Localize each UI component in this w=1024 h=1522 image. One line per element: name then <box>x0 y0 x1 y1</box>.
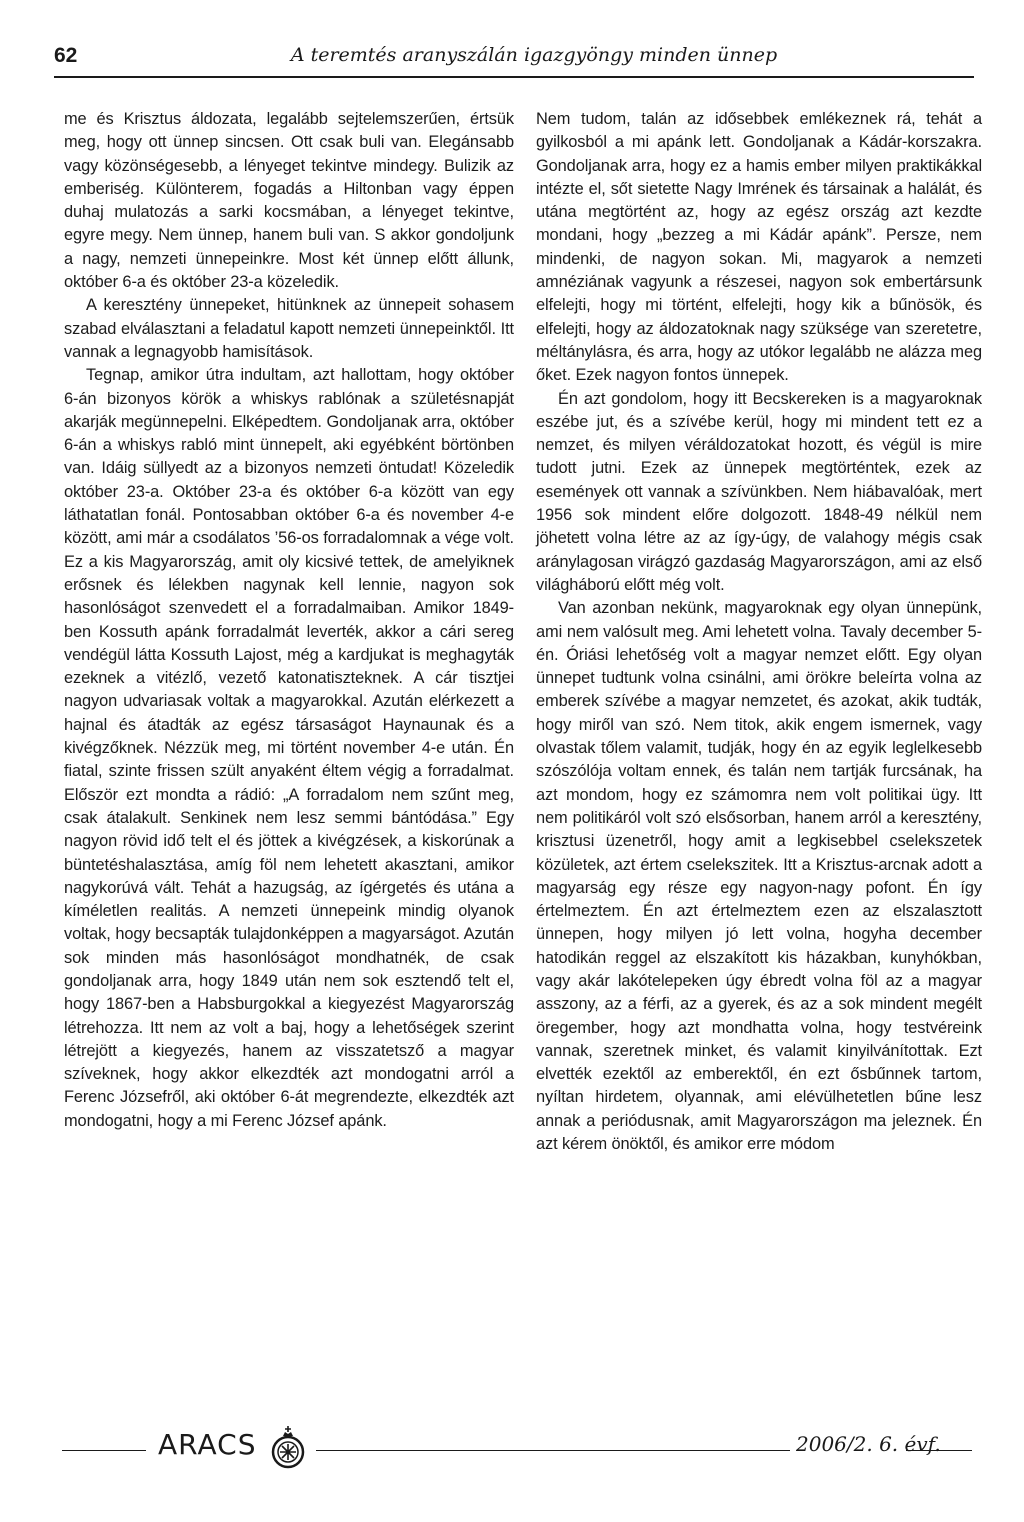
footer-rule <box>316 1450 790 1451</box>
paragraph: Van azonban nekünk, magyaroknak egy olyan ünnepünk, ami nem valósult meg. Ami lehetett volna. Tavaly december 5-én. Óriási lehetőség volt a magyar nemzet előtt. Egy olyan ünnepet tudtunk volna csinálni, ami örökre beleírta volna az emberek szívébe a magyar nemzetet, és azokat, akik tudták, hogy miről van szó. Nem titok, akik engem ismernek, vagy olvastak tőlem valamit, tudják, hogy én az egyik leglelkesebb szószólója voltam ennek, és talán nem tartják furcsának, ha azt mondom, hogy ez számomra nem volt politikai ügy. Itt nem politikáról volt szó elsősorban, hanem arról a keresztény, krisztusi üzenetről, hogy amit a legkisebbel cselekszetek közületek, azt értem cselekszitek. Itt a Krisztus-arcnak adott a magyarság egy része egy nagyon-nagy pofont. Én így értelmeztem. Én azt értelmeztem ezen az elszalasztott ünnepen, hogy milyen jó lett volna, hogyha december hatodikán reggel az elszakított kis házakban, kunyhókban, vagy akár lakótelepeken úgy ébredt volna föl az a magyar asszony, az a férfi, az a gyerek, és az a sok mindent megélt öregember, hogy azt mondhatta volna, hogy testvéreink vannak, szeretnek minket, és valamit kinyilvánítottak. Ezt elvették ezektől az emberektől, én ezt ősbűnnek tartom, nyíltan hirdetem, olyannak, ami elévülhetetlen bűne lesz annak a periódusnak, amit Magyarországon ma jeleznek. Én azt kérem önöktől, és amikor erre módom <box>536 599 982 1154</box>
page-header <box>54 44 974 84</box>
footer-rule <box>906 1450 972 1451</box>
page-footer <box>54 1422 974 1478</box>
right-column <box>536 108 982 1156</box>
article-body <box>64 108 982 1390</box>
page-number: 62 <box>54 44 78 67</box>
running-title: A teremtés aranyszálán igazgyöngy minden ünnep <box>290 44 778 66</box>
header-rule <box>54 76 974 78</box>
footer-rule <box>62 1450 146 1451</box>
paragraph: Én azt gondolom, hogy itt Becskereken is a magyaroknak eszébe jut, és a szívébe kerül, hogy mi mindent tett ez a nemzet, és milyen véráldozatokat hozott, és végül is mire tudott jutni. Ezek az ünnepek megtörténtek, ezek az események ott vannak a szívünkben. Nem hiábavalóak, mert 1956 sok mindent előre dolgozott. 1848-49 nélkül nem jöhetett volna létre az az így-úgy, de valahogy mégis csak aránylagosan virágzó gazdaság Magyarországon, ami az első világháború előtt még volt. <box>536 389 982 594</box>
issue-label: 2006/2. 6. évf. <box>796 1432 941 1456</box>
magazine-logo: ARACS <box>158 1428 257 1461</box>
paragraph: A keresztény ünnepeket, hitünknek az ünnepeit sohasem szabad elválasztani a feladatul kapott nemzeti ünnepeinktől. Itt vannak a legnagyobb hamisítások. <box>64 296 514 361</box>
paragraph: Tegnap, amikor útra indultam, azt hallottam, hogy október 6-án bizonyos körök a whiskys rablónak a születésnapját akarják megünnepelni. Elképedtem. Gondoljanak arra, október 6-án a whiskys rabló mint ünnepelt, aki egyébként börtönben van. Idáig süllyedt az a bizonyos nemzeti öntudat! Közeledik október 23-a. Október 23-a és október 6-a között van egy láthatatlan fonál. Pontosabban október 6-a és november 4-e között, ami már a csodálatos ’56-os forradalomnak a vége volt. Ez a kis Magyarország, amit oly kicsivé tettek, de amelyiknek erősnek és lélekben nagynak kell lennie, nagyon sok hasonlóságot szenvedett el a forradalmaiban. Amikor 1849-ben Kossuth apánk forradalmát leverték, akkor a cári sereg vendégül látta Kossuth Lajost, még a kardjukat is meghagyták ezeknek a vitézlő, vezető katonatiszteknek. A cár tisztjei nagyon udvariasak voltak a magyarokkal. Azután elérkezett a hajnal és átadták az egész társaságot Haynaunak és a kivégzőknek. Nézzük meg, mi történt november 4-e után. Én fiatal, szinte frissen szült anyaként éltem végig a forradalmat. Először ezt mondta a rádió: „A forradalom nem szűnt meg, csak átalakult. Senkinek nem lesz semmi bántódása.” Egy nagyon rövid idő telt el és jöttek a kivégzések, a kiskorúnak a büntetéshalasztása, amíg föl nem lehetett akasztani, amikor nagykorúvá vált. Tehát a hazugság, az ígérgetés és utána a kíméletlen realitás. A nemzeti ünnepeink mindig olyanok voltak, hogy becsapták tulajdonképpen a magyarságot. Azután sok minden más hasonlóságot mondhatnék, de csak gondoljanak arra, hogy 1849 után nem sok esztendő telt el, hogy 1867-ben a Habsburgokkal a kiegyezést Magyarország létrehozza. Itt nem az volt a baj, hogy a lehetőségek szerint létrejött a kiegyezés, hanem az visszatetsző a magyar szíveknek, hogy akkor elkezdték azt mondogatni arról a Ferenc Józsefről, aki október 6-át megrendezte, elkezdték azt mondogatni, hogy a mi Ferenc József apánk. <box>64 366 514 1130</box>
paragraph: Nem tudom, talán az idősebbek emlékeznek rá, tehát a gyilkosból a mi apánk lett. Gondoljanak a Kádár-korszakra. Gondoljanak arra, hogy ez a hamis ember milyen praktikákkal intézte el, sőt sietette Nagy Imrének és társainak a halálát, és utána megtörtént az, hogy az egész ország azt kezdte mondani, hogy „bezzeg a mi Kádár apánk”. Persze, nem mindenki, de nagyon sokan. Mi, magyarok a nemzeti amnéziának vagyunk a részesei, nagyon sok embertársunk elfelejti, hogy mi történt, elfelejti, hogy kik a bűnösök, és elfelejti, hogy az áldozatoknak nagy szüksége van szeretetre, méltánylásra, és arra, hogy az utókor legalább ne alázza meg őket. Ezek nagyon fontos ünnepek. <box>536 110 982 385</box>
paragraph: me és Krisztus áldozata, legalább sejtelemszerűen, értsük meg, hogy ott ünnep sincsen. Ott csak buli van. Elegánsabb vagy közönségesebb, a lényeget tekintve mindegy. Bulizik az emberiség. Különterem, fogadás a Hiltonban vagy éppen duhaj mulatozás a sarki kocsmában, a lényeget tekintve, egyre megy. Nem ünnep, hanem buli van. S akkor gondoljunk a nagy, nemzeti ünnepeinkre. Most két ünnep előtt állunk, október 6-a és október 23-a közeledik. <box>64 110 514 292</box>
left-column <box>64 108 514 1133</box>
emblem-icon <box>268 1424 308 1470</box>
